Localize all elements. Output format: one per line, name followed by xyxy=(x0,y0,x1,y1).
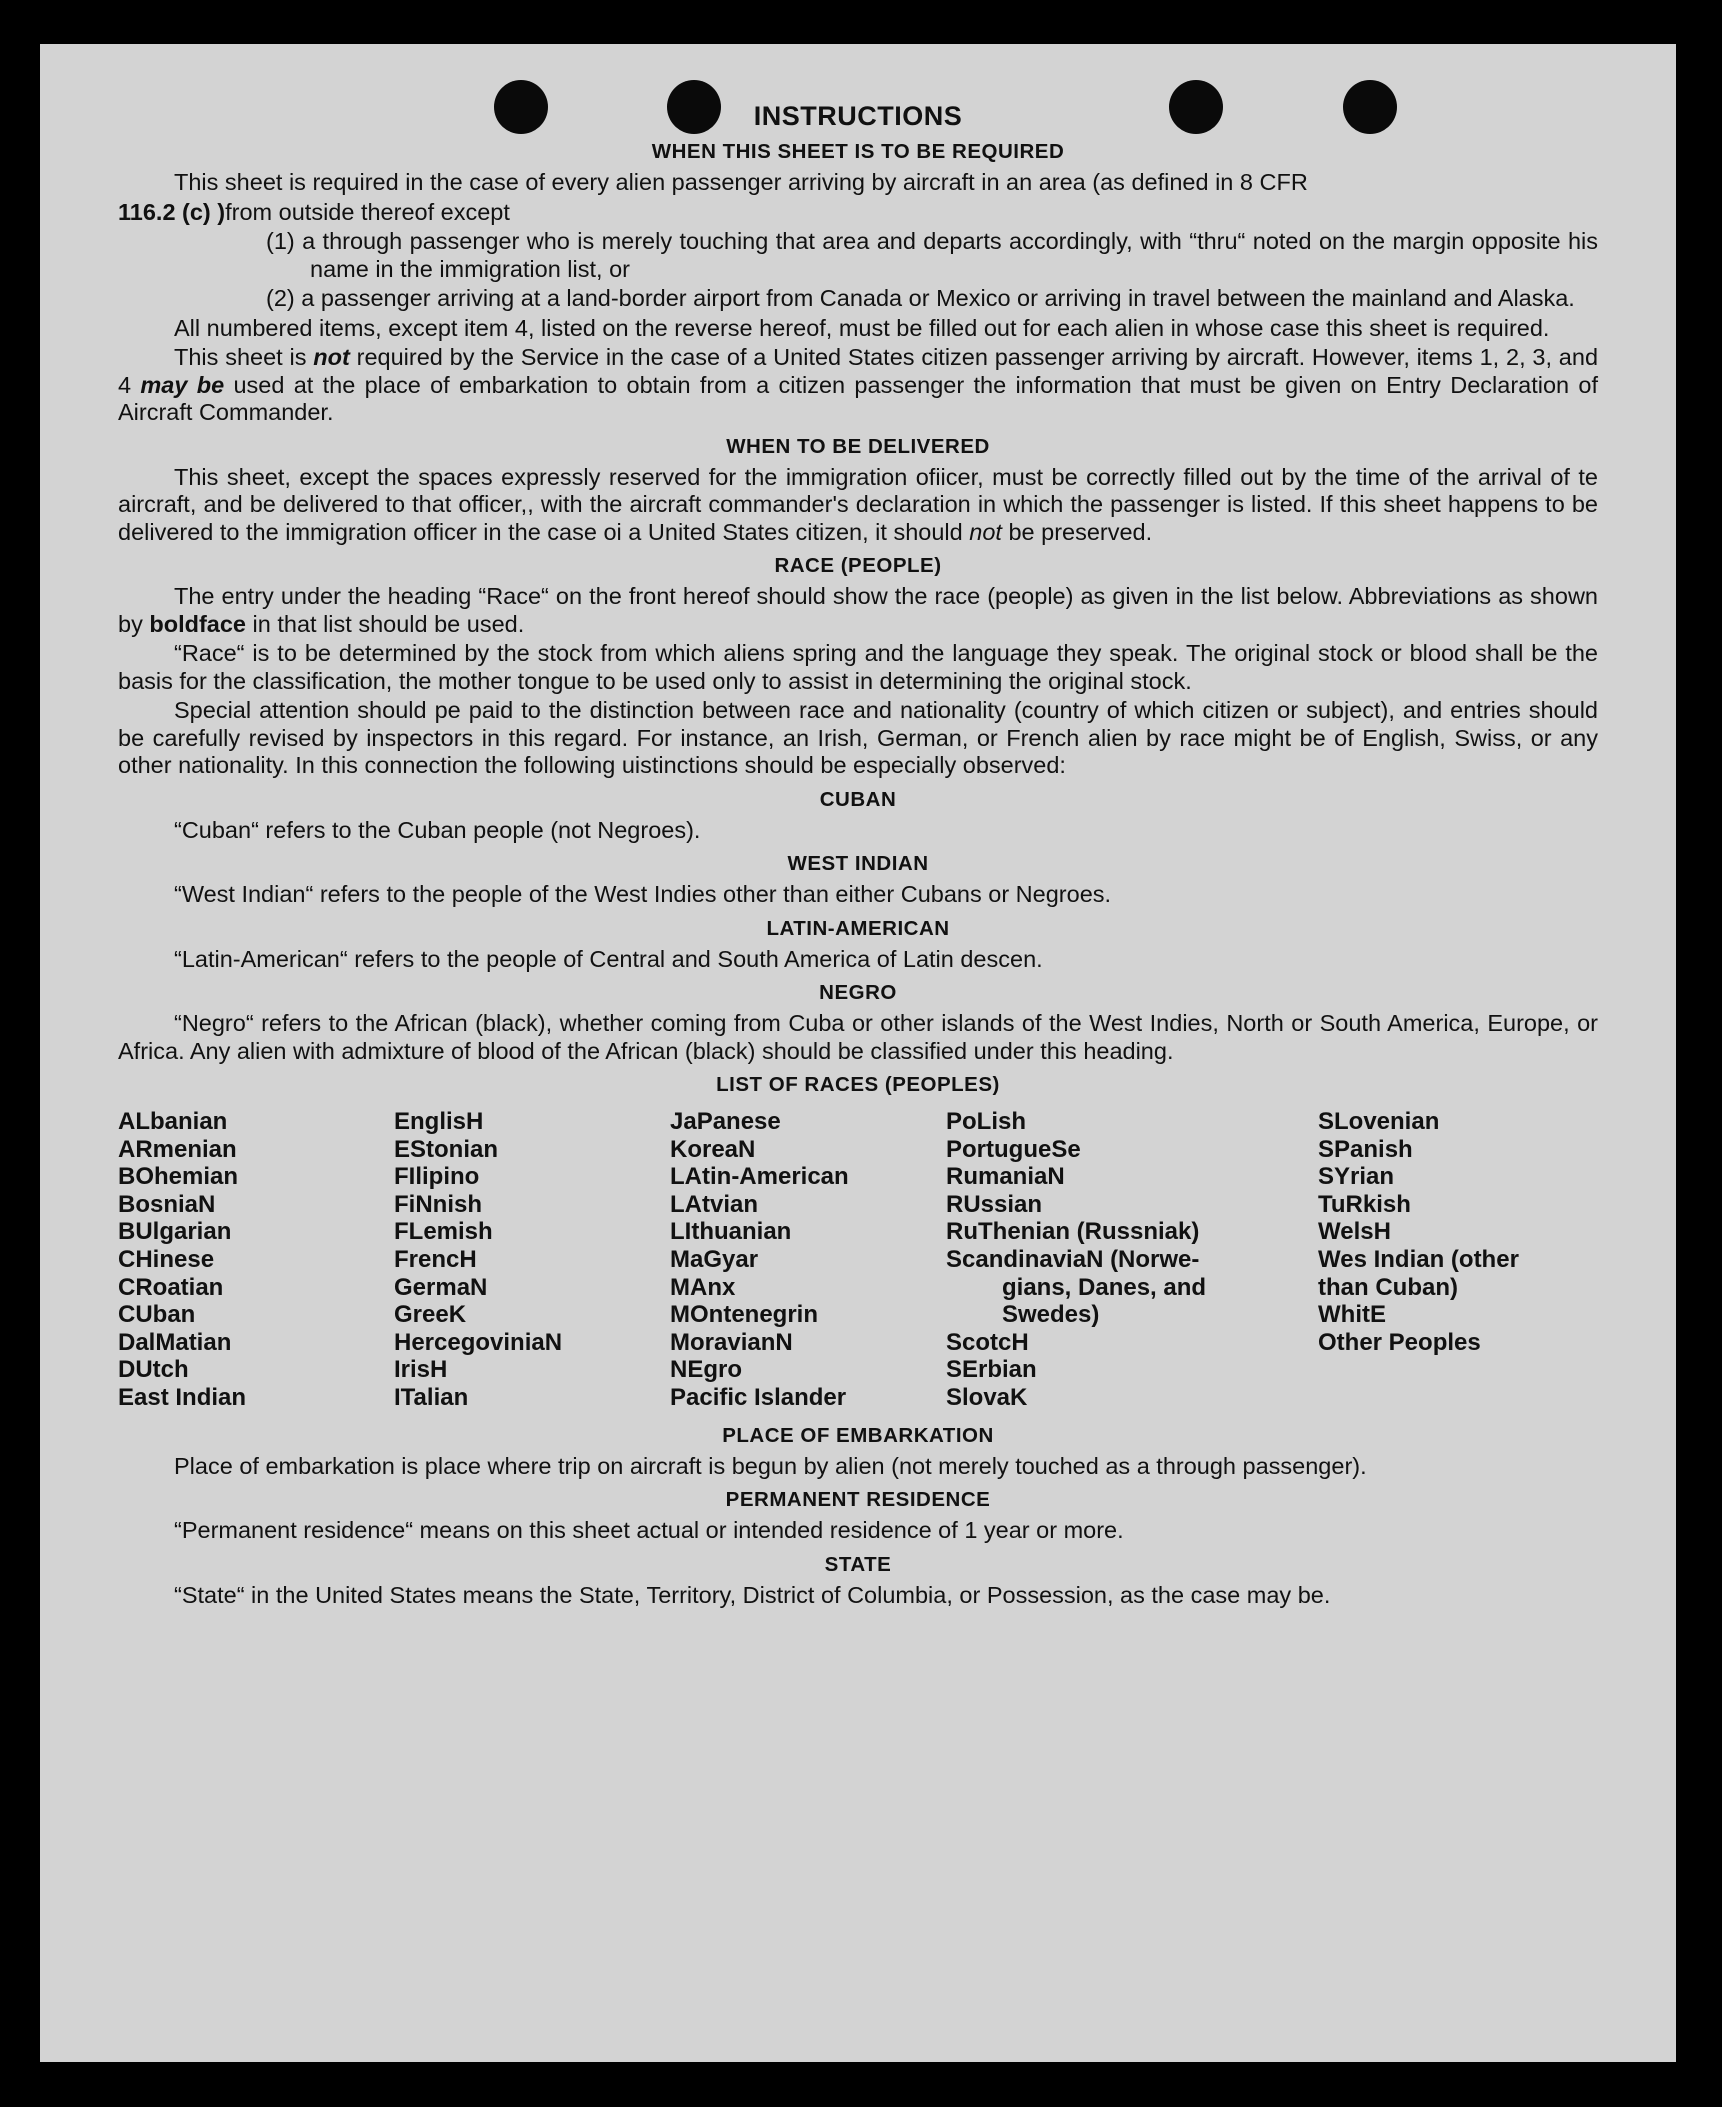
races-column-3 xyxy=(670,1108,946,1412)
numbered-items-paragraph: All numbered items, except item 4, listed on the reverse hereof, must be filled out for each alien in whose case this sheet is required. xyxy=(174,314,1550,341)
race-entry: Other Peoples xyxy=(1318,1328,1481,1356)
heading-when-required: WHEN THIS SHEET IS TO BE REQUIRED xyxy=(651,140,1065,163)
race-entry: MoravianN xyxy=(670,1328,793,1356)
race-entry: East Indian xyxy=(118,1383,247,1411)
text-span: in that list should be used. xyxy=(252,610,525,637)
citizen-paragraph xyxy=(118,344,1598,427)
instructions-content xyxy=(118,100,1598,1611)
race-entry: FIlipino xyxy=(394,1163,480,1191)
race-entry: DalMatian xyxy=(118,1328,232,1356)
race-entry: WhitE xyxy=(1318,1301,1386,1329)
races-column-4 xyxy=(946,1108,1318,1412)
text-span: be preserved. xyxy=(1008,518,1153,545)
west-indian-text: “West Indian“ refers to the people of the West Indies other than either Cubans or Negroes. xyxy=(174,881,1112,907)
race-paragraph-2: “Race“ is to be determined by the stock from which aliens spring and the language they speak. The original stock or blood shall be the basis for the classification, the mother tongue to be used only to assist in determining the original stock. xyxy=(118,640,1598,694)
race-entry: ALbanian xyxy=(118,1108,228,1135)
race-entry: GermaN xyxy=(394,1273,488,1301)
race-entry: JaPanese xyxy=(670,1108,781,1135)
race-entry: SPanish xyxy=(1318,1135,1413,1163)
race-entry: IrisH xyxy=(394,1356,448,1384)
intro-line-2-text: from outside thereof except xyxy=(225,198,510,225)
exception-item-1: (1) a through passenger who is merely touching that area and departs accordingly, with “thru“ noted on the margin opposite his name in the immigration list, or xyxy=(266,228,1598,282)
race-entry: SlovaK xyxy=(946,1383,1028,1411)
page-title: INSTRUCTIONS xyxy=(753,101,963,131)
race-entry: LIthuanian xyxy=(670,1218,792,1246)
race-entry: LAtvian xyxy=(670,1190,759,1218)
race-entry: TuRkish xyxy=(1318,1190,1411,1218)
emphasis-not: not xyxy=(969,518,1002,545)
negro-text: “Negro“ refers to the African (black), whether coming from Cuba or other islands of the West Indies, North or South America, Europe, or Africa. Any alien with admixture of blood of the African (black) should be classified under this heading. xyxy=(118,1010,1598,1064)
heading-race: RACE (PEOPLE) xyxy=(774,554,942,577)
heading-when-delivered: WHEN TO BE DELIVERED xyxy=(726,434,990,458)
race-entry: HercegoviniaN xyxy=(394,1328,563,1356)
race-entry: BUlgarian xyxy=(118,1218,232,1246)
race-entry: BosniaN xyxy=(118,1190,216,1218)
race-entry: RUssian xyxy=(946,1190,1043,1218)
race-entry: SYrian xyxy=(1318,1163,1395,1191)
intro-line-2 xyxy=(118,199,1598,227)
residence-text: “Permanent residence“ means on this sheet actual or intended residence of 1 year or more. xyxy=(174,1517,1124,1544)
emphasis-not: not xyxy=(313,344,350,370)
cuban-text: “Cuban“ refers to the Cuban people (not Negroes). xyxy=(174,816,701,843)
race-entry: ARmenian xyxy=(118,1135,237,1163)
race-entry: RumaniaN xyxy=(946,1163,1065,1191)
heading-west-indian: WEST INDIAN xyxy=(787,852,929,875)
race-entry: SLovenian xyxy=(1318,1108,1440,1135)
race-entry: BOhemian xyxy=(118,1163,239,1191)
race-entry: KoreaN xyxy=(670,1135,756,1163)
race-entry: MOntenegrin xyxy=(670,1301,818,1329)
emphasis-may-be: may be xyxy=(140,371,225,398)
races-column-5 xyxy=(1318,1108,1598,1412)
races-list xyxy=(118,1108,1598,1412)
heading-latin-american: LATIN-AMERICAN xyxy=(766,916,950,940)
boldface-word: boldface xyxy=(149,610,246,637)
race-entry: EnglisH xyxy=(394,1108,484,1135)
text-span: required by the Service in the case of a United States citizen passenger arriving by aircraft. However, items 1, 2, 3, and 4 xyxy=(118,344,1599,398)
text-span: This sheet, except the spaces expressly reserved for the immigration ofiicer, must be correctly filled out by the time of the arrival of te aircraft, and be delivered to that officer,, with the aircraft commander's declaration in which the passenger is listed. If this sheet happens to be delivered to the immigration officer in the case oi a United States citizen, it should xyxy=(118,463,1598,545)
text-span: used at the place of embarkation to obtain from a citizen passenger the information that must be given on Entry Declaration of Aircraft Commander. xyxy=(118,371,1599,425)
race-entry: Swedes) xyxy=(1002,1301,1100,1329)
race-entry: DUtch xyxy=(118,1356,189,1384)
document-page xyxy=(40,44,1676,2062)
race-paragraph-3: Special attention should pe paid to the distinction between race and nationality (country of which citizen or subject), and entries should be carefully revised by inspectors in this regard. For instance, an Irish, German, or French alien by race might be of English, Swiss, or any other nationality. In this connection the following uistinctions should be especially observed: xyxy=(118,697,1598,778)
cfr-reference: 116.2 (c) ) xyxy=(118,198,226,225)
race-entry: ScandinaviaN (Norwe- xyxy=(946,1245,1200,1273)
heading-negro: NEGRO xyxy=(819,981,897,1004)
race-entry: RuThenian (Russniak) xyxy=(946,1218,1200,1246)
heading-list-of-races: LIST OF RACES (PEOPLES) xyxy=(716,1073,1000,1096)
delivered-paragraph xyxy=(118,464,1598,547)
race-entry: Wes Indian (other xyxy=(1318,1245,1519,1273)
heading-permanent-residence: PERMANENT RESIDENCE xyxy=(725,1488,991,1512)
race-entry: FrencH xyxy=(394,1245,477,1273)
race-entry: ScotcH xyxy=(946,1328,1029,1356)
race-entry: GreeK xyxy=(394,1301,467,1329)
race-entry: CUban xyxy=(118,1301,196,1329)
race-entry: gians, Danes, and xyxy=(1002,1273,1207,1301)
race-entry: EStonian xyxy=(394,1135,499,1163)
race-entry: MAnx xyxy=(670,1273,736,1301)
state-text: “State“ in the United States means the State, Territory, District of Columbia, or Possession, as the case may be. xyxy=(174,1581,1331,1608)
heading-embarkation: PLACE OF EMBARKATION xyxy=(722,1423,994,1447)
race-paragraph-1 xyxy=(118,583,1598,638)
race-entry: FiNnish xyxy=(394,1190,482,1218)
race-entry: MaGyar xyxy=(670,1245,759,1273)
race-entry: PoLish xyxy=(946,1108,1027,1135)
race-entry: PortugueSe xyxy=(946,1135,1081,1163)
race-entry: ITalian xyxy=(394,1383,469,1411)
race-entry: WelsH xyxy=(1318,1218,1391,1246)
intro-line-1: This sheet is required in the case of every alien passenger arriving by aircraft in an area (as defined in 8 CFR xyxy=(174,169,1308,195)
race-entry: CHinese xyxy=(118,1245,215,1273)
text-span: This sheet is xyxy=(174,344,307,370)
races-column-1 xyxy=(118,1108,394,1412)
race-entry: SErbian xyxy=(946,1356,1037,1384)
race-entry: NEgro xyxy=(670,1356,742,1384)
race-entry: Pacific Islander xyxy=(670,1383,847,1411)
text-span: The entry under the heading “Race“ on the front hereof should show the race (people) as given in the list below. Abbreviations as shown by xyxy=(118,583,1598,637)
embarkation-text: Place of embarkation is place where trip on aircraft is begun by alien (not merely touched as a through passenger). xyxy=(174,1452,1367,1479)
heading-cuban: CUBAN xyxy=(819,787,897,811)
exception-item-2: (2) a passenger arriving at a land-border airport from Canada or Mexico or arriving in travel between the mainland and Alaska. xyxy=(266,285,1575,311)
race-entry: than Cuban) xyxy=(1318,1273,1458,1301)
races-column-2 xyxy=(394,1108,670,1412)
heading-state: STATE xyxy=(824,1552,892,1576)
race-entry: LAtin-American xyxy=(670,1163,849,1191)
race-entry: CRoatian xyxy=(118,1273,224,1301)
race-entry: FLemish xyxy=(394,1218,493,1246)
latin-american-text: “Latin-American“ refers to the people of Central and South America of Latin descen. xyxy=(174,945,1043,972)
